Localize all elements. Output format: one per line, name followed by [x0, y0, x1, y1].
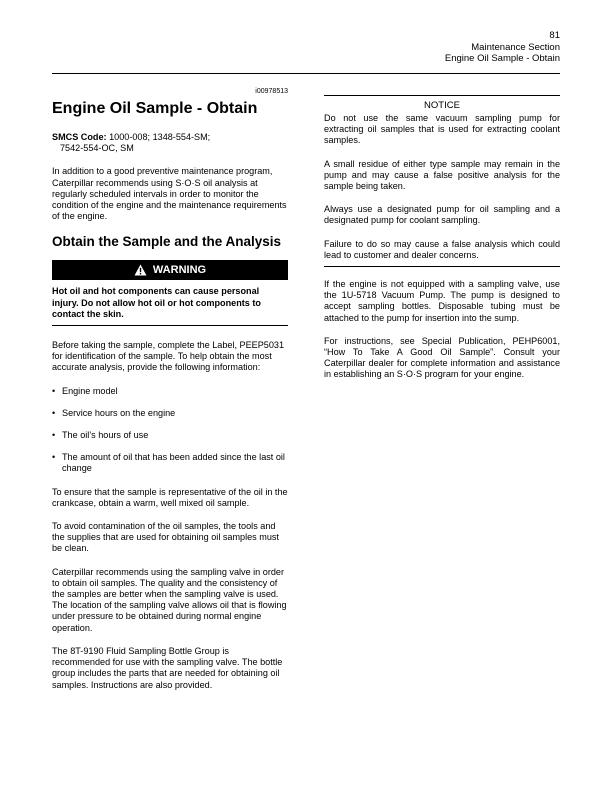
- smcs-label: SMCS Code:: [52, 132, 107, 142]
- list-item: • Engine model: [52, 386, 288, 397]
- smcs-code: [52, 132, 288, 154]
- notice-top-divider: [324, 95, 560, 96]
- subsection-name: Engine Oil Sample - Obtain: [444, 53, 560, 64]
- left-column: [52, 88, 288, 703]
- before-sample-paragraph: Before taking the sample, complete the Label, PEEP5031 for identification of the sample. To help obtain the most accurate analysis, provide the following information:: [52, 340, 285, 373]
- right-column: [324, 95, 560, 393]
- section-name: Maintenance Section: [471, 41, 560, 53]
- representative-paragraph: To ensure that the sample is representative of the oil in the crankcase, obtain a warm, well mixed oil sample.: [52, 486, 288, 508]
- page-header: [445, 30, 560, 65]
- section-heading: Obtain the Sample and the Analysis: [52, 234, 282, 250]
- notice-paragraph-3: Always use a designated pump for oil sampling and a designated pump for coolant sampling.: [324, 204, 560, 226]
- bottle-group-paragraph: The 8T-9190 Fluid Sampling Bottle Group is recommended for use with the sampling valve. The bottle group includes the parts that are needed for obtaining oil samples. Instructions are also provided.: [52, 645, 283, 690]
- notice-paragraph-1: Do not use the same vacuum sampling pump for extracting oil samples that is used for extracting coolant samples.: [324, 113, 560, 146]
- intro-paragraph: In addition to a good preventive maintenance program, Caterpillar recommends using S·O·S oil analysis at regularly scheduled intervals in order to monitor the condition of the engine and the maintenance requirements of the engine.: [52, 166, 287, 222]
- document-id: i00978513: [255, 88, 288, 95]
- warning-divider: [52, 325, 288, 326]
- page-number: 81: [549, 30, 560, 41]
- warning-label: WARNING: [152, 264, 207, 277]
- notice-paragraph-4: Failure to do so may cause a false analysis which could lead to customer and dealer concerns.: [324, 238, 560, 260]
- header-divider: [52, 73, 560, 74]
- smcs-codes-line-1: 1000-008; 1348-554-SM;: [109, 132, 211, 142]
- instructions-paragraph: For instructions, see Special Publication, PEHP6001, “How To Take A Good Oil Sample”. Consult your Caterpillar dealer for complete information and assistance in establishing an S·O·S program for your engine.: [324, 335, 560, 380]
- list-item: • Service hours on the engine: [52, 408, 288, 419]
- smcs-codes-line-2: 7542-554-OC, SM: [60, 143, 134, 154]
- warning-text: Hot oil and hot components can cause personal injury. Do not allow hot oil or hot components to contact the skin.: [52, 286, 261, 319]
- notice-paragraph-2: A small residue of either type sample may remain in the pump and may cause a false positive analysis for the sample being taken.: [324, 158, 560, 192]
- info-list: [52, 386, 288, 475]
- page-title: Engine Oil Sample - Obtain: [52, 100, 258, 117]
- notice-bottom-divider: [324, 266, 560, 267]
- warning-triangle-icon: [134, 264, 147, 276]
- sampling-valve-paragraph: Caterpillar recommends using the sampling valve in order to obtain oil samples. The quality and the consistency of the samples are better when the sampling valve is used. The location of the sampling valve allows oil that is flowing under pressure to be obtained during normal engine operation.: [52, 566, 287, 633]
- warning-banner: [52, 260, 288, 280]
- list-item: • The oil’s hours of use: [52, 430, 288, 441]
- list-item: • The amount of oil that has been added since the last oil change: [52, 452, 288, 474]
- notice-title: NOTICE: [424, 100, 460, 111]
- contamination-paragraph: To avoid contamination of the oil samples, the tools and the supplies that are used for obtaining oil samples must be clean.: [52, 521, 279, 554]
- vacuum-pump-paragraph: If the engine is not equipped with a sampling valve, use the 1U-5718 Vacuum Pump. The pump is designed to accept sampling bottles. Disposable tubing must be attached to the pump for insertion into the sump.: [324, 279, 560, 323]
